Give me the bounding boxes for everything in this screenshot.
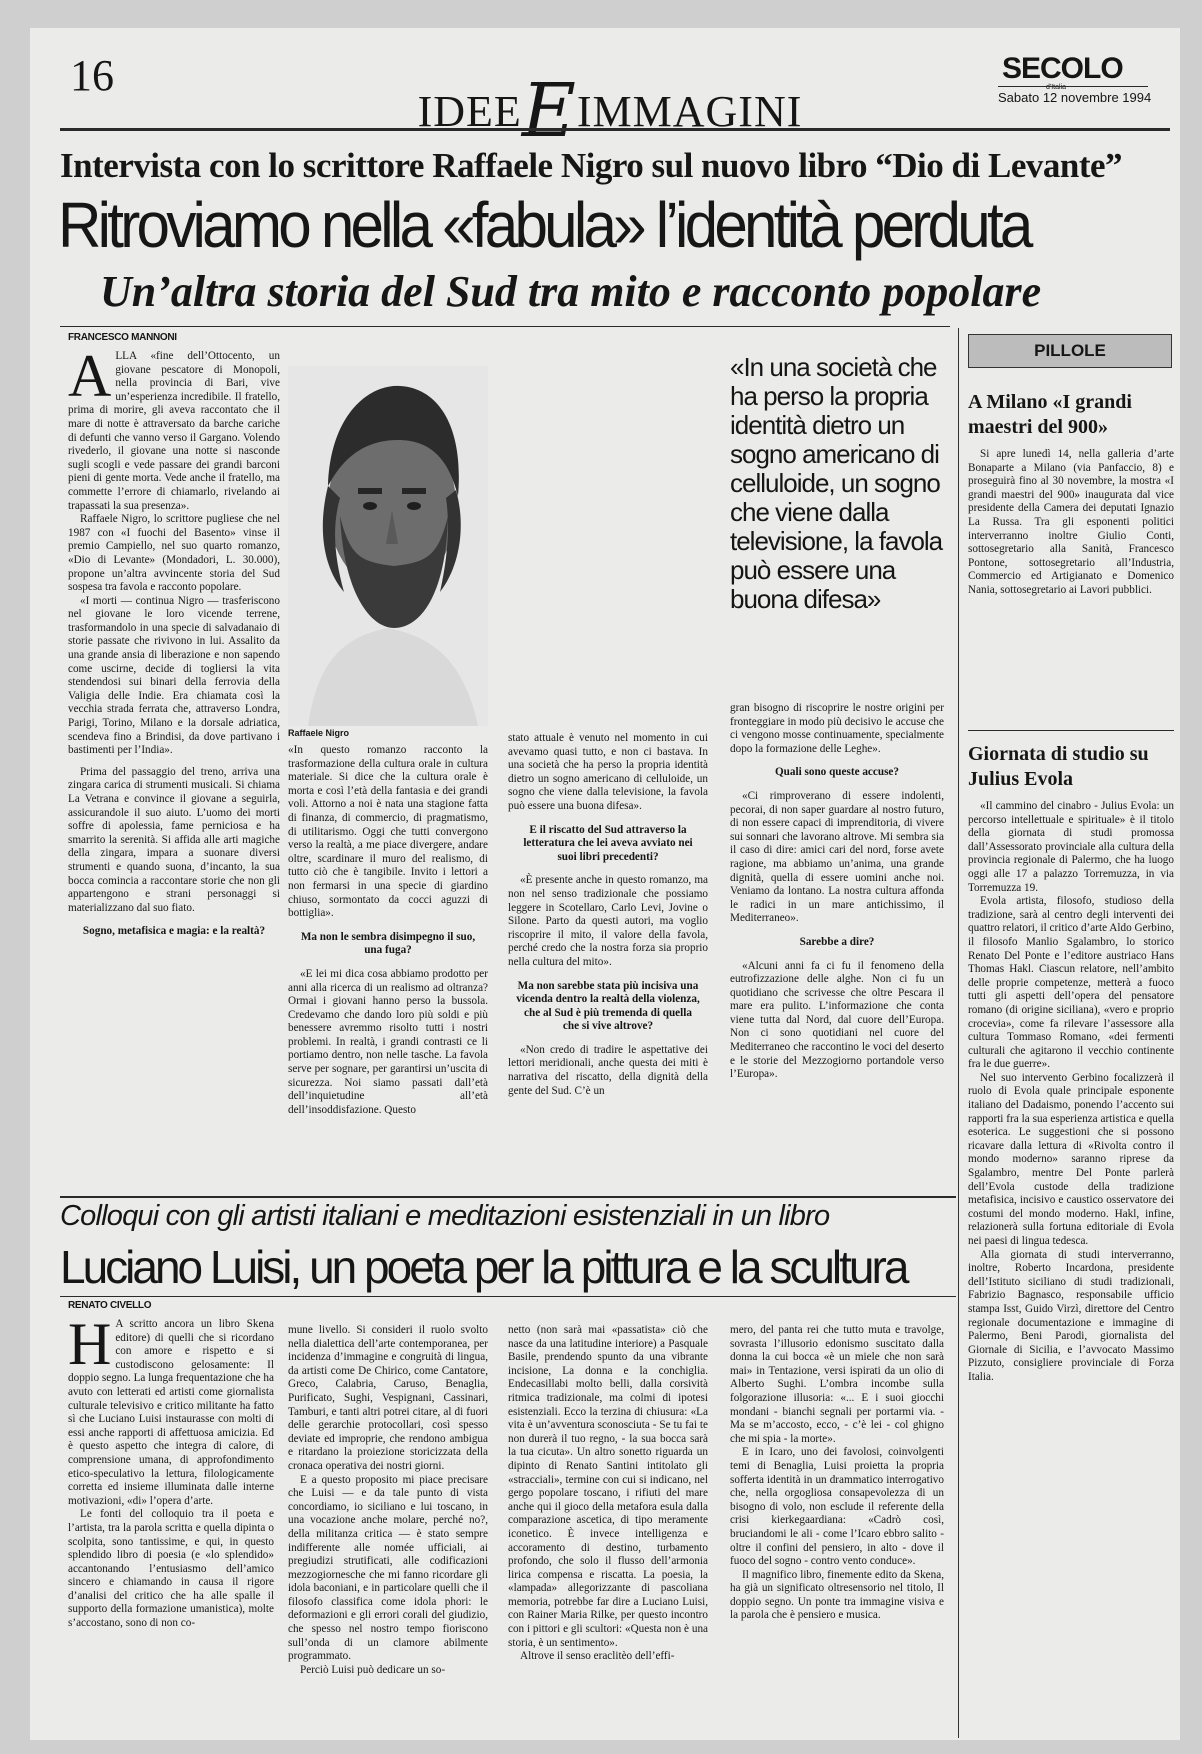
second-col2-p2: E a questo proposito mi piace precisare che Luisi — e da tale punto di vista concordiamo, io siciliano e lui toscano, in una vocazione anche molare, perché no?, della militanza critica — è stato sempre indifferente alle nomée ufficiali, ai pregiudizi strutificati, alle codificazioni mezzogiornesche che mi fanno ricordare gli idola baconiani, e in particolare quelli che il filosofo classifica come idola phori: le deformazioni e gli errori corali del giudizio, che spesso nel nostro tempo fioriscono sull’onda di un clamore abilmente programmato. <box>288 1473 488 1663</box>
main-col1-p4: Prima del passaggio del treno, arriva una zingara carica di strumenti musicali. Si chiama La Vetrana e convince il giovane a seguirla, assicurandole il suo aiuto. L’uomo dei morti soffre di apolessia, fame perniciosa e ha smarrito la serenità. Si affida alle arti magiche della zingara, impara a suonare diversi strumenti e quando suona, d’incanto, la sua bocca comincia a raccontare storie che non gli appartengono e strani personaggi si materializzano dal suo fiato. <box>68 765 280 914</box>
sidebar-divider <box>968 730 1174 731</box>
main-column-2 <box>288 744 488 1194</box>
sidebar-item2-p2: Evola artista, filosofo, studioso della tradizione, sarà al centro degli interventi dei quattro relatori, il critico d’arte Aldo Gerbino, il filosofo Manlio Sgalambro, lo storico Renato Del Ponte e l’editore austriaco Hans Thomas Hakl. Ciascun relatore, nell’ambito delle proprie competenze, metterà a fuoco tutti gli aspetti dell’opera del pensatore romano (di origine siciliana), «vero e proprio crocevia», come fa rilevare l’assessore alla cultura Tommaso Romano, «dei fermenti culturali che agitarono il vecchio continente fra le due guerre». <box>968 895 1174 1071</box>
second-byline: RENATO CIVELLO <box>68 1300 152 1311</box>
drop-cap-a: A <box>68 350 112 409</box>
sidebar-item1-body <box>968 448 1174 718</box>
main-column-4 <box>730 702 944 1196</box>
main-col3-p3: «Non credo di tradire le aspettative dei lettori meridionali, anche questa dei miti è narrativa del riscatto, della dignità della gente del Sud. C’è un <box>508 1043 708 1097</box>
sidebar-item2-body <box>968 800 1174 1730</box>
main-col2-p2: «E lei mi dica cosa abbiamo prodotto per anni alla ricerca di un realismo ad oltranza? Ormai i giovani hanno perso la bussola. Credevamo che dando loro più soldi e più benessere avremmo risolto tutti i nostri problemi. In realtà, i grandi contrasti ce li portiamo dentro, non nelle tasche. La favola serve per sognare, per garantirsi un’uscita di sicurezza. Noi siamo passati dall’età dell’inquietudine all’età dell’insoddisfazione. Questo <box>288 967 488 1116</box>
page-number: 16 <box>70 51 114 100</box>
sidebar-item2-p4: Alla giornata di studi interverranno, inoltre, Roberto Incardona, presidente dell’Istituto siciliano di studi tradizionali, Fabrizio Bagnasco, responsabile ufficio stampa Isst, Guido Virzì, direttore del Centro regionale documentazione e immagine di Palermo, Beni Parodi, giornalista del Giornale di Sicilia, e l’avvocato Massimo Pizzuto, consigliere provinciale di Forza Italia. <box>968 1248 1174 1383</box>
main-col4-p2: «Ci rimproverano di essere indolenti, pecorai, di non saper guardare al nostro futuro, di non essere capaci di imprenditoria, di vivere sui sonnari che lavorano altrove. Mi sembra sia il caso di dire: amici cari del nord, forse avete ragione, ma abbiamo un’anima, una grande dignità, quella di essere uomini anche noi. Veniamo da lontano. La nostra cultura affonda le radici in un mare antichissimo, il Mediterraneo». <box>730 789 944 925</box>
main-col3-question-1: E il riscatto del Sud attraverso la letteratura che lei aveva avviato nei suoi libri precedenti? <box>523 823 693 863</box>
sidebar-item2-p1: «Il cammino del cinabro - Julius Evola: un percorso intellettuale e spirituale» è il titolo della giornata di studi promossa dall’Assessorato provinciale alla cultura della provincia regionale di Palermo, che ha luogo oggi alle 17 a palazzo Torremuzza, in via Torremuzza 19. <box>968 800 1174 894</box>
sidebar-item1-title: A Milano «I grandi maestri del 900» <box>968 391 1132 438</box>
main-col1-p3: «I morti — continua Nigro — trasferiscono nel giovane le loro vicende terrene, trasformandolo in una specie di salvadanaio di storie passate che rivivono in lui. Assalito da una grande ansia di liberazione e non sapendo come uscirne, decide di togliersi la vita stendendosi sui binari della ferrovia della Valigia delle Indie. Era chiamata così la vecchia strada ferrata che, attraverso Londra, Parigi, Torino, Milano e la dorsale adriatica, scendeva fino a Brindisi, da dove partivano i bastimenti per l’India». <box>68 594 280 757</box>
section-e-ornament: E <box>521 68 577 154</box>
main-col4-question-1: Quali sono queste accuse? <box>774 766 899 779</box>
paper-logo: SECOLO <box>1002 52 1123 85</box>
main-column-3 <box>508 732 708 1194</box>
second-headline: Luciano Luisi, un poeta per la pittura e la scultura <box>60 1241 907 1293</box>
main-col2-question: Ma non le sembra disimpegno il suo, una fuga? <box>300 930 476 957</box>
second-column-3 <box>508 1324 708 1732</box>
newspaper-page <box>30 28 1180 1740</box>
second-column-2 <box>288 1324 488 1732</box>
portrait-image <box>288 366 488 726</box>
second-col2-p3: Perciò Luisi può dedicare un so- <box>300 1663 446 1676</box>
main-kicker: Intervista con lo scrittore Raffaele Nigro sul nuovo libro “Dio di Levante” <box>60 146 1123 185</box>
second-col3-p2: Altrove il senso eraclitèo dell’effi- <box>520 1650 675 1663</box>
main-col4-question-2: Sarebbe a dire? <box>799 935 875 948</box>
main-col1-p2: Raffaele Nigro, lo scrittore pugliese che nel 1987 con «I fuochi del Basento» vinse il premio Campiello, nel suo quarto romanzo, «Dio di Levante» (Mondadori, L. 30.000), propone un’altra avvincente storia del Sud sospesa tra favola e racconto popolare. <box>68 513 280 594</box>
main-subhead: Un’altra storia del Sud tra mito e racconto popolare <box>100 267 1042 316</box>
main-col4-p3: «Alcuni anni fa ci fu il fenomeno della eutrofizzazione delle alghe. Non ci fu un quotidiano che scrivesse che oltre Pescara il mare era pulito. L’informazione che conta viene tutta dal Nord, dal cuore dell’Europa. Non ci sono quotidiani nel cuore del Mediterraneo che raccontino le voci del deserto e le storie del Mezzogiorno portandole verso l’Europa». <box>730 959 944 1081</box>
second-article-top-rule <box>60 1196 956 1198</box>
main-col3-question-2: Ma non sarebbe stata più incisiva una vicenda dentro la realtà della violenza, che al Sud è più tremenda di quella che si vive altrove? <box>516 979 700 1033</box>
drop-cap-h: H <box>68 1318 112 1377</box>
second-column-4 <box>730 1324 944 1732</box>
main-column-1 <box>68 350 280 1190</box>
sidebar-item1-text: Si apre lunedì 14, nella galleria d’arte Bonaparte a Milano (via Panfaccio, 8) e proseguirà fino al 30 novembre, la mostra «I grandi maestri del 900» inaugurata dal vice presidente della Camera dei deputati Ignazio La Russa. Tra gli esponenti politici interverranno inoltre Giulio Conti, sottosegretario alla Sanità, Francesco Pontone, sottosegretario all’Industria, Commercio ed Artigianato e Domenico Nania, sottosegretario ai Lavori pubblici. <box>968 448 1174 596</box>
second-col4-p3: Il magnifico libro, finemente edito da Skena, ha già un significato oltresensorio nel titolo, Il doppio segno. Un ponte tra immagine visiva e la parola che è pensiero e musica. <box>730 1568 944 1622</box>
pull-quote: «In una società che ha perso la propria identità dietro un sogno americano di celluloide, un sogno che viene dalla televisione, la favola può essere una buona difesa» <box>730 352 943 614</box>
main-headline: Ritroviamo nella «fabula» l’identità perduta <box>58 189 1030 261</box>
second-column-1 <box>68 1318 274 1732</box>
second-col3-p1: netto (non sarà mai «passatista» ciò che nasce da una latitudine interiore) a Pasquale Basile, prendendo spunto da una vibrante incisione, La donna e la conchiglia. Endecasillabi molto belli, dalla corsività ritmica tradizionale, ma colmi di ipotesi esistenziali. Ecco la terzina di chiusura: «La vita è un’avventura sconosciuta - Se tu fai te non durerà il tuo regno, - la sua bocca sarà la tua cicuta». Un altro sonetto riguarda un dipinto di Renato Santini intitolato gli «stracciali», termine con cui si indicano, nel gergo popolare toscano, i rifiuti del mare anche qui il gioco della metafora esula dalla comparazione ascetica, di tipo meramente iconetico. È invece intelligenza e accoramento di destino, turbamento profondo, che solo il flusso dell’armonia lirica compensa e riscatta. La poesia, la «lampada» allegorizzante di pascoliana memoria, potrebbe far dire a Luciano Luisi, con Rainer Maria Rilke, per questo incontro con i pittori e gli scultori: «Questa non è una storia, è un sentimento». <box>508 1324 708 1649</box>
issue-date: Sabato 12 novembre 1994 <box>998 90 1152 105</box>
main-col3-p1: stato attuale è venuto nel momento in cui avevamo quasi tutto, e non ci bastava. In una società che ha perso la propria identità dietro un sogno americano di celluloide, un sogno che viene dalla televisione, la favola può essere una buona difesa». <box>508 732 708 812</box>
main-col1-question: Sogno, metafisica e magia: e la realtà? <box>82 925 266 938</box>
main-col4-p1: gran bisogno di riscoprire le nostre origini per fronteggiare in modo più decisivo le accuse che ci vengono mosse continuamente, specialmente dopo la formazione delle Leghe». <box>730 702 944 755</box>
header-rule <box>60 128 1170 131</box>
second-headline-rule <box>60 1296 956 1297</box>
main-col1-p1: LLA «fine dell’Ottocento, un giovane pescatore di Monopoli, nella provincia di Bari, vive un’esperienza incredibile. Il fratello, prima di morire, gli aveva raccontato che il mare di notte è attraversato da barche cariche di defunti che vanno verso il Gargano. Volendo rivederlo, il giovane una notte si nasconde sugli scogli e vede passare dei grandi barconi pieni di gente morta. Vede anche il fratello, ma commette l’errore di chiamarlo, rivelando ai trapassati la sua presenza». <box>68 350 280 512</box>
section-idee: IDEE <box>417 87 522 136</box>
pillole-label: PILLOLE <box>968 334 1172 368</box>
paper-logo-sub: d'Italia <box>1046 84 1067 91</box>
sidebar-item2-title: Giornata di studio su Julius Evola <box>968 743 1149 790</box>
main-col3-p2: «È presente anche in questo romanzo, ma non nel senso tradizionale che possiamo leggere in Scotellaro, Carlo Levi, Jovine o Silone. Parto da questi autori, ma voglio riscoprire il mito, il valore della favola, perché credo che la nostra forza sia proprio nella cultura del mito». <box>508 874 708 968</box>
second-col4-p2: E in Icaro, uno dei favolosi, coinvolgenti temi di Benaglia, Luisi proietta la propria sofferta identità in un drammatico interrogativo che, nella orgogliosa consapevolezza di un bisogno di volo, non esclude il referente della crisi kierkegaardiana: «Cadrò così, bruciandomi le ali - come l’Icaro ebbro salito - oltre il confini del pensiero, in alto - dove il fuoco del sogno - contro vento conduce». <box>730 1446 944 1568</box>
second-kicker: Colloqui con gli artisti italiani e meditazioni esistenziali in un libro <box>60 1200 830 1232</box>
main-byline: FRANCESCO MANNONI <box>68 332 177 343</box>
author-photo <box>288 366 488 726</box>
main-col2-p1: «In questo romanzo racconto la trasformazione della cultura orale in cultura materiale. Si dice che la cultura orale è morta e così l’età della fantasia e dei grandi voli. Attorno a noi è nata una stagione fatta di finanza, di commercio, di pragmatismo, di utilitarismo. Oggi che tutti convergono verso la realtà, a me piace divergere, andare oltre, scardinare il muro del realismo, di tutto ciò che è tangibile. Invito i lettori a non fermarsi in una specie di giardino chiuso, sormontato da cocci aguzzi di bottiglia». <box>288 744 488 920</box>
logo-rule <box>998 86 1148 87</box>
second-col4-p1: mero, del panta rei che tutto muta e travolge, sovrasta l’illusorio edonismo suscitato dalla donna la cui bocca «è un miele che non sarà mai» in Tentazione, versi ispirati da un olio di Alberto Sughi. L’ombra incombe sulla folgorazione illusoria: «... E i suoi giocchi mondani - bianchi segnali per portarmi via. - Ma se m’accosto, ecco, - c’è lei - col ghigno che mi spia - la morte». <box>730 1324 944 1445</box>
second-col1-p2: Le fonti del colloquio tra il poeta e l’artista, tra la parola scritta e quella dipinta o scolpita, sono tantissime, e qui, in questo splendido libro di poesia (e «lo splendido» accantonando l’entusiasmo dell’amico sincero e chiamando in causa il rigore d’analisi del critico che ha alle spalle il supporto della formazione umanistica), molte s’accostano, sono di non co- <box>68 1508 274 1630</box>
section-masthead <box>370 68 850 154</box>
photo-caption: Raffaele Nigro <box>288 728 350 738</box>
second-col2-p1: mune livello. Si consideri il ruolo svolto nella dialettica dell’arte contemporanea, per incidenza d’immagine e congruità di lingua, da artisti come De Chirico, come Cantatore, Greco, Calabria, Caruso, Benaglia, Purificato, Sughi, Vespignani, Cassinari, Tamburi, e tanti altri potrei citare, al di fuori delle gerarchie protocollari, così spesso deviate ed improprie, che rendono ambigua e ritardano la proiezione storicizzata della cronaca operativa dei nostri giorni. <box>288 1324 488 1472</box>
sidebar-item2-p3: Nel suo intervento Gerbino focalizzerà il ruolo di Evola quale principale esponente italiano del Dadaismo, ponendo l’accento sui rapporti fra la sua esperienza artistica e quella esoterica. Le suggestioni che si possono ricavare dalla lettura di «Rivolta contro il mondo moderno» saranno riprese da Sgalambro, mentre Del Ponte parlerà dell’Evola custode della tradizione metafisica, incisivo e caustico osservatore dei costumi del mondo moderno. Hakl, infine, relazionerà sulla fortuna editoriale di Evola nei paesi di lingua tedesca. <box>968 1071 1174 1247</box>
section-immagini: IMMAGINI <box>576 87 803 136</box>
second-col1-p1: A scritto ancora un libro Skena editore) di quelli che si ricordano con amore e rispetto e si custodiscono gelosamente: Il doppio segno. La lunga frequentazione che ha avuto con letterati ed artisti come giornalista culturale televisivo e critico militante ha fatto sì che Luciano Luisi instaurasse con molti di essi anche rapporti di affettuosa amicizia. Ed è questo aspetto che integra di calore, di comprensione umana, di approfondimento etico-speculativo la lettura, filologicamente corretta ed insieme illuminata dalle interne motivazioni, «di» l’opera d’arte. <box>68 1318 274 1507</box>
article-top-rule <box>60 326 950 327</box>
